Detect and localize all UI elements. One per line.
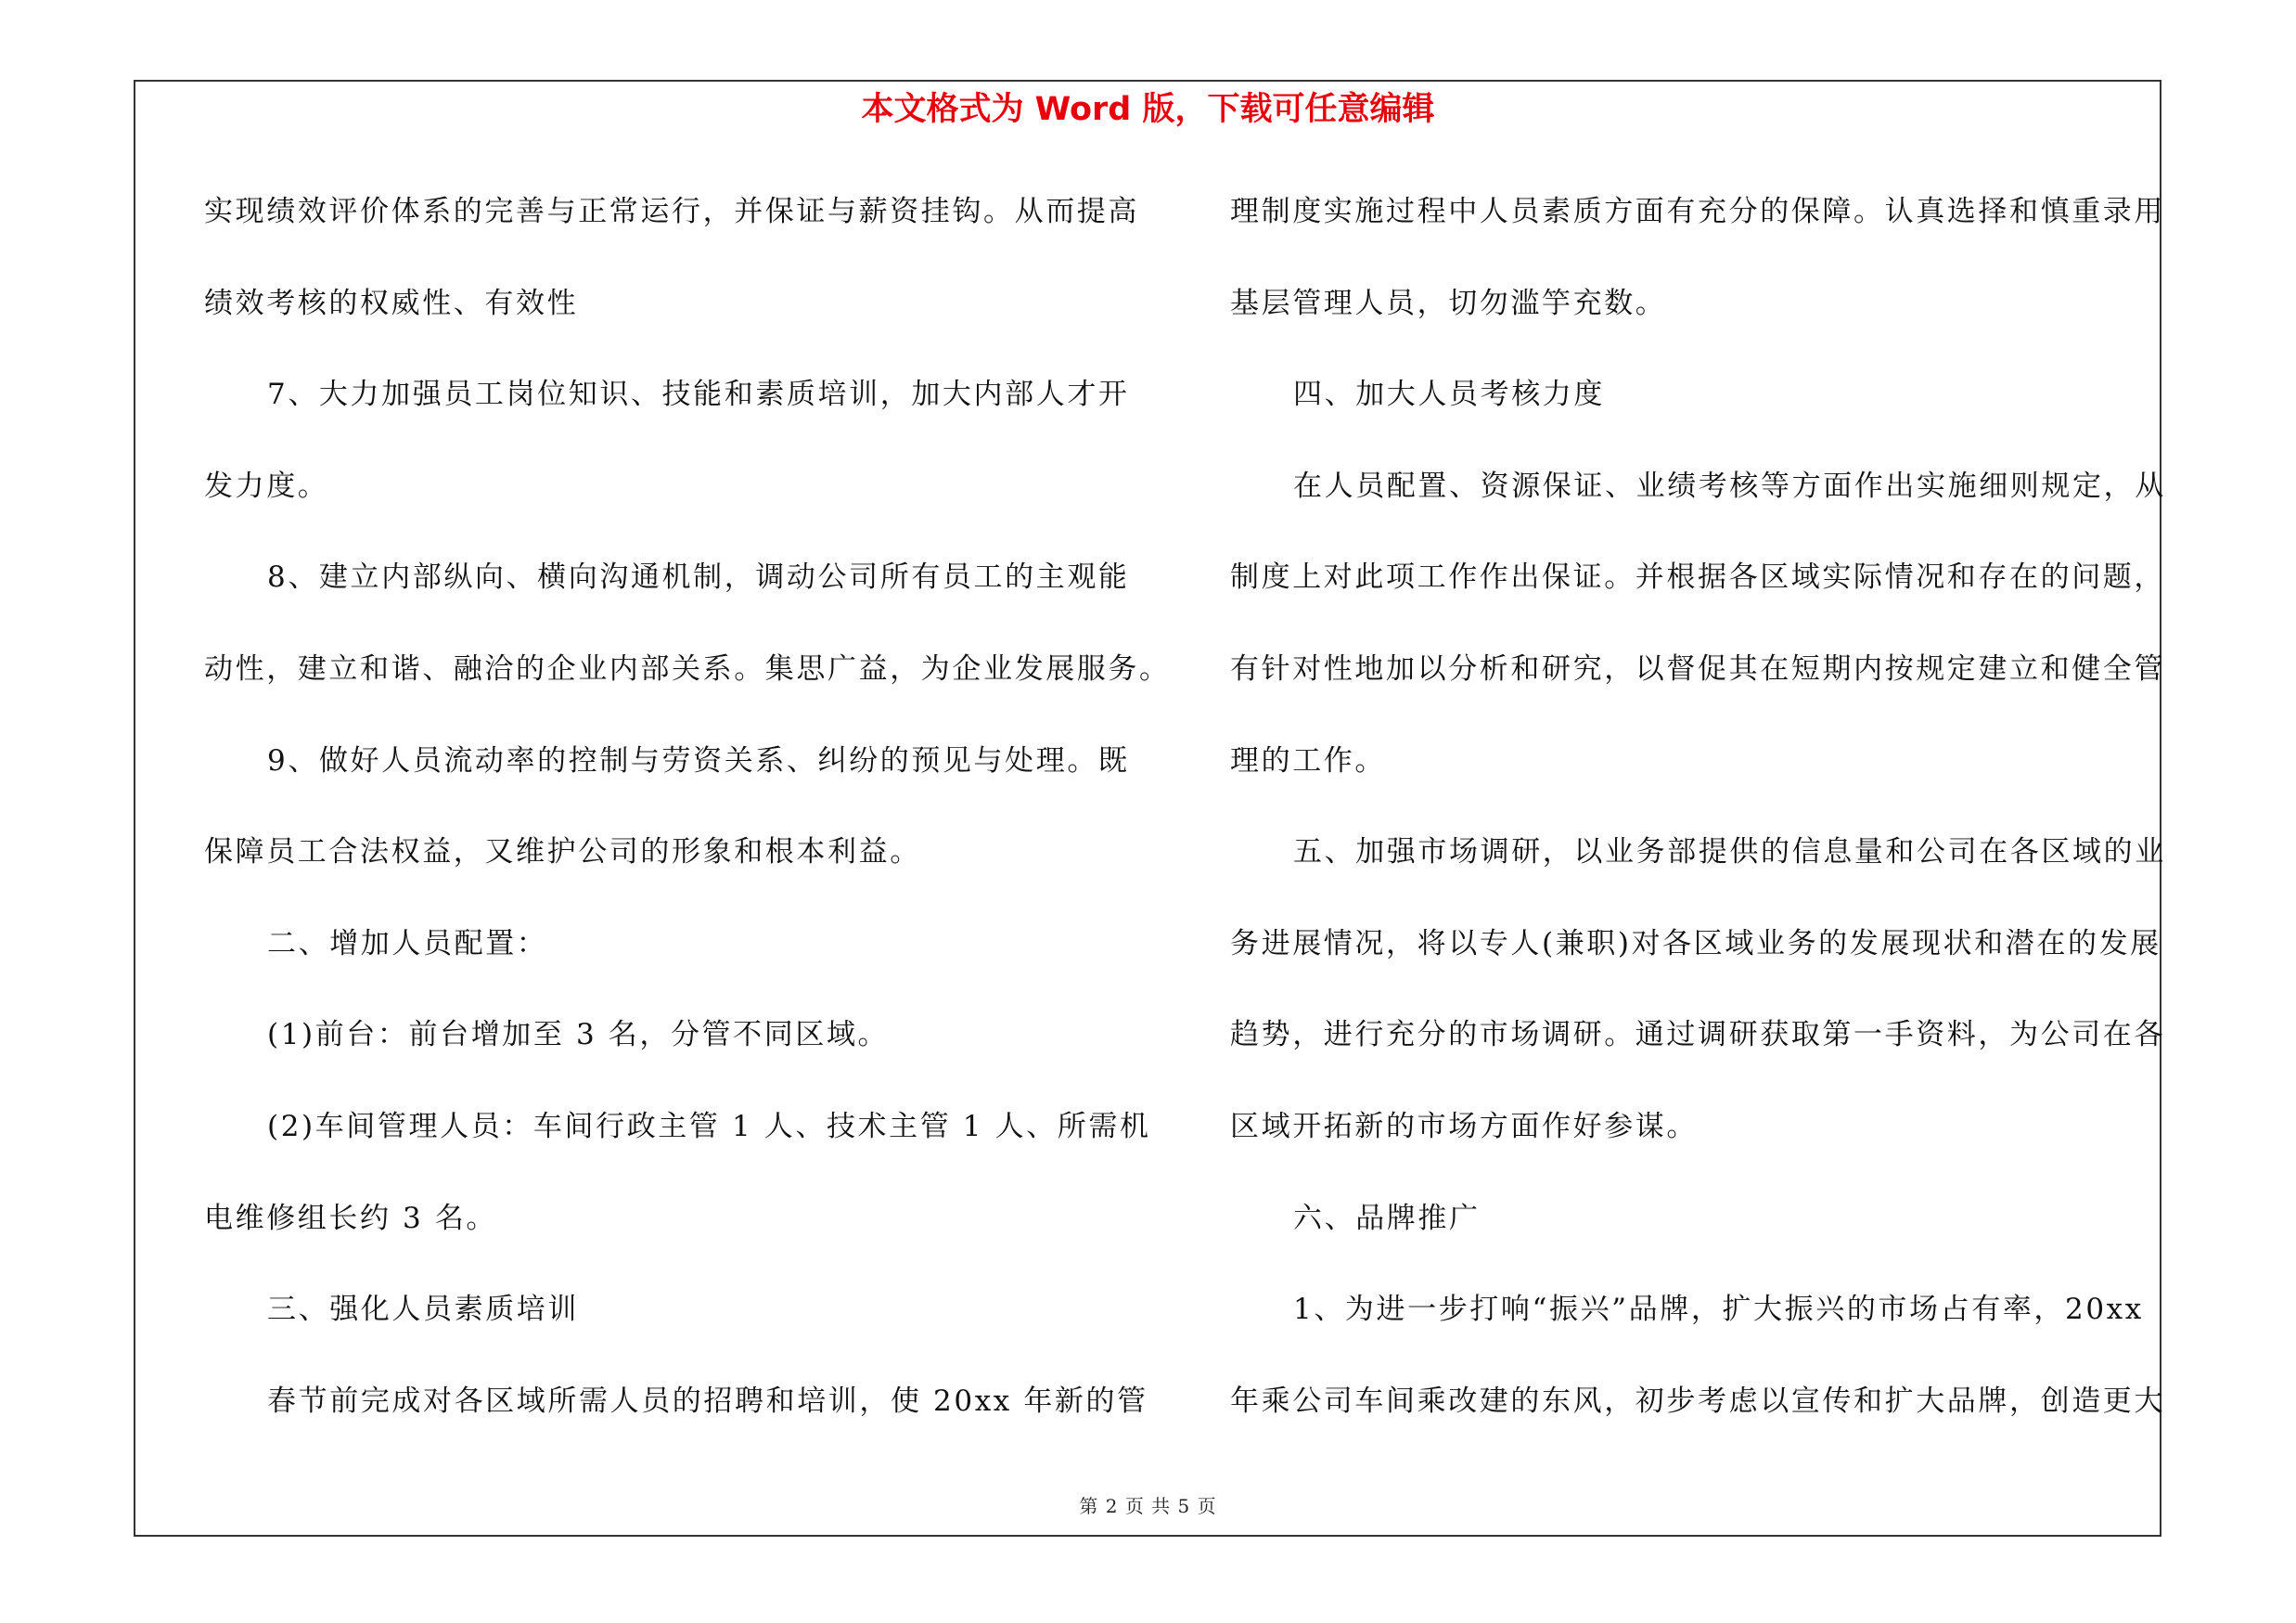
left-text-column bbox=[204, 186, 1171, 1466]
text-line: (2)车间管理人员：车间行政主管 1 人、技术主管 1 人、所需机 bbox=[267, 1109, 1151, 1143]
right-text-column bbox=[1230, 186, 2166, 1466]
text-line: 动性，建立和谐、融洽的企业内部关系。集思广益，为企业发展服务。 bbox=[204, 651, 1171, 686]
text-line: 保障员工合法权益，又维护公司的形象和根本利益。 bbox=[204, 835, 921, 869]
text-line: 五、加强市场调研，以业务部提供的信息量和公司在各区域的业 bbox=[1293, 835, 2166, 869]
text-line: 基层管理人员，切勿滥竽充数。 bbox=[1230, 286, 1667, 320]
text-line: 四、加大人员考核力度 bbox=[1293, 378, 1605, 412]
text-line: 有针对性地加以分析和研究，以督促其在短期内按规定建立和健全管 bbox=[1230, 651, 2165, 686]
text-line: 二、增加人员配置： bbox=[267, 926, 548, 960]
text-line: 三、强化人员素质培训 bbox=[267, 1293, 579, 1327]
text-line: 趋势，进行充分的市场调研。通过调研获取第一手资料，为公司在各 bbox=[1230, 1018, 2165, 1052]
text-line: 春节前完成对各区域所需人员的招聘和培训，使 20xx 年新的管 bbox=[267, 1384, 1148, 1418]
word-format-banner: 本文格式为 Word 版，下载可任意编辑 bbox=[861, 91, 1435, 128]
text-line: 9、做好人员流动率的控制与劳资关系、纠纷的预见与处理。既 bbox=[267, 743, 1130, 778]
text-line: 年乘公司车间乘改建的东风，初步考虑以宣传和扩大品牌，创造更大 bbox=[1230, 1384, 2165, 1418]
text-line: 区域开拓新的市场方面作好参谋。 bbox=[1230, 1109, 1698, 1143]
text-line: 理的工作。 bbox=[1230, 743, 1386, 778]
text-line: 在人员配置、资源保证、业绩考核等方面作出实施细则规定，从 bbox=[1293, 469, 2166, 503]
text-line: 1、为进一步打响“振兴”品牌，扩大振兴的市场占有率，20xx bbox=[1293, 1293, 2144, 1327]
text-line: (1)前台：前台增加至 3 名，分管不同区域。 bbox=[267, 1018, 890, 1052]
text-line: 7、大力加强员工岗位知识、技能和素质培训，加大内部人才开 bbox=[267, 378, 1130, 412]
text-line: 实现绩效评价体系的完善与正常运行，并保证与薪资挂钩。从而提高 bbox=[204, 195, 1139, 228]
text-line: 电维修组长约 3 名。 bbox=[204, 1201, 498, 1235]
text-line: 发力度。 bbox=[204, 469, 329, 503]
text-line: 理制度实施过程中人员素质方面有充分的保障。认真选择和慎重录用 bbox=[1230, 195, 2165, 228]
text-line: 务进展情况，将以专人(兼职)对各区域业务的发展现状和潜在的发展 bbox=[1230, 926, 2161, 960]
text-line: 六、品牌推广 bbox=[1293, 1201, 1481, 1235]
page-number-footer: 第 2 页 共 5 页 bbox=[1079, 1495, 1217, 1517]
text-line: 8、建立内部纵向、横向沟通机制，调动公司所有员工的主观能 bbox=[267, 560, 1130, 595]
text-line: 绩效考核的权威性、有效性 bbox=[204, 286, 579, 320]
text-line: 制度上对此项工作作出保证。并根据各区域实际情况和存在的问题， bbox=[1230, 560, 2165, 595]
